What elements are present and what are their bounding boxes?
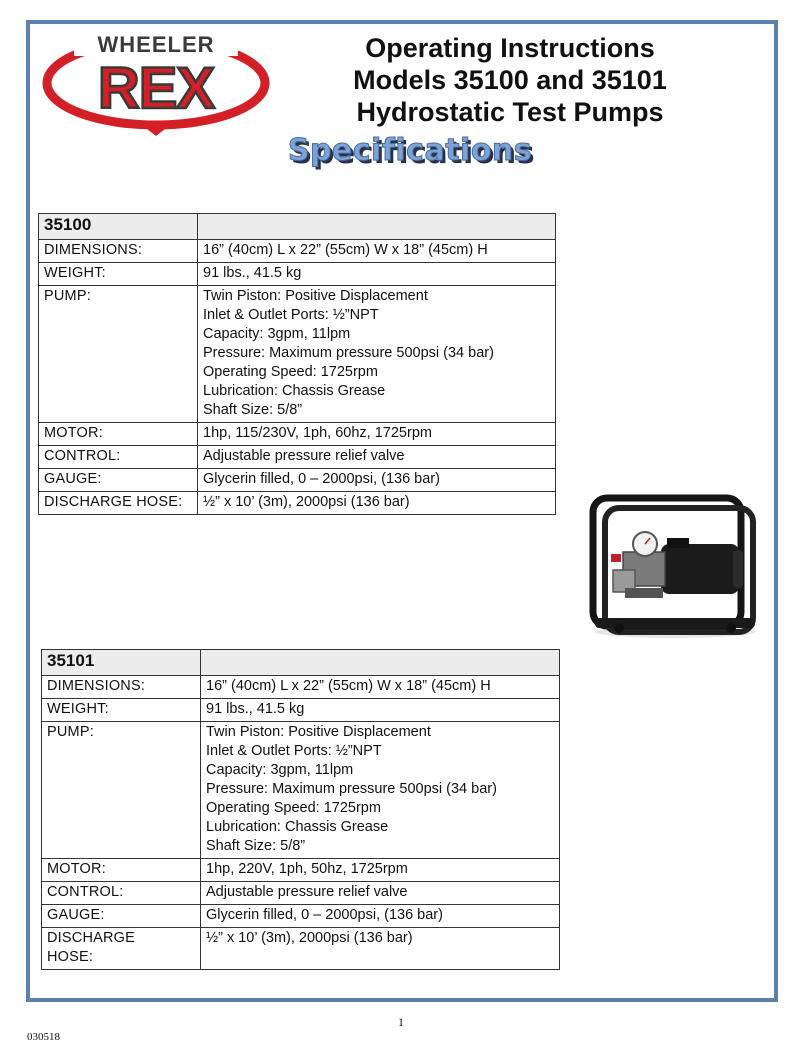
row-label: DIMENSIONS: xyxy=(39,240,198,263)
row-value-multiline xyxy=(201,722,560,859)
row-value: 16” (40cm) L x 22” (55cm) W x 18” (45cm) H xyxy=(201,676,560,699)
title-line-1: Operating Instructions xyxy=(365,33,655,63)
table-row xyxy=(39,263,556,286)
svg-text:WHEELER: WHEELER xyxy=(97,32,215,57)
svg-text:REX: REX xyxy=(97,56,215,121)
table-row xyxy=(39,469,556,492)
row-value: Glycerin filled, 0 – 2000psi, (136 bar) xyxy=(198,469,556,492)
row-value: Adjustable pressure relief valve xyxy=(201,882,560,905)
table-row xyxy=(42,676,560,699)
table-row xyxy=(39,492,556,515)
row-label: GAUGE: xyxy=(42,905,201,928)
pump-spec-line: Lubrication: Chassis Grease xyxy=(203,383,386,399)
row-label: CONTROL: xyxy=(39,446,198,469)
table-row xyxy=(42,928,560,970)
title-line-3: Hydrostatic Test Pumps xyxy=(356,97,664,127)
table-row xyxy=(42,722,560,859)
header-empty-cell xyxy=(198,214,556,240)
wheeler-rex-logo xyxy=(40,30,272,136)
pump-spec-line: Capacity: 3gpm, 11lpm xyxy=(203,326,351,342)
row-label: CONTROL: xyxy=(42,882,201,905)
specifications-heading: Specifications xyxy=(287,133,533,168)
table-row xyxy=(39,423,556,446)
row-label-line: DISCHARGE xyxy=(47,930,136,946)
row-label: PUMP: xyxy=(42,722,201,859)
row-value: 91 lbs., 41.5 kg xyxy=(201,699,560,722)
table-row xyxy=(39,446,556,469)
header-empty-cell xyxy=(201,650,560,676)
row-label: MOTOR: xyxy=(39,423,198,446)
row-value: Adjustable pressure relief valve xyxy=(198,446,556,469)
pump-spec-line: Shaft Size: 5/8” xyxy=(203,402,303,418)
table-header-row xyxy=(42,650,560,676)
row-label-line: HOSE: xyxy=(47,949,94,965)
row-value: ½” x 10’ (3m), 2000psi (136 bar) xyxy=(201,928,560,970)
row-label: MOTOR: xyxy=(42,859,201,882)
row-value: 91 lbs., 41.5 kg xyxy=(198,263,556,286)
document-code: 030518 xyxy=(27,1031,60,1043)
row-label xyxy=(42,928,201,970)
pump-product-image xyxy=(583,492,761,640)
pump-spec-line: Pressure: Maximum pressure 500psi (34 bar) xyxy=(203,345,494,361)
pump-spec-line: Inlet & Outlet Ports: ½”NPT xyxy=(206,743,382,759)
table-row xyxy=(42,859,560,882)
row-label: WEIGHT: xyxy=(39,263,198,286)
table-row xyxy=(39,240,556,263)
document-title xyxy=(300,32,720,128)
pump-spec-line: Operating Speed: 1725rpm xyxy=(206,800,381,816)
row-label: DIMENSIONS: xyxy=(42,676,201,699)
pump-spec-line: Capacity: 3gpm, 11lpm xyxy=(206,762,354,778)
pump-spec-line: Inlet & Outlet Ports: ½”NPT xyxy=(203,307,379,323)
table-row xyxy=(42,905,560,928)
title-line-2: Models 35100 and 35101 xyxy=(353,65,667,95)
pump-spec-line: Operating Speed: 1725rpm xyxy=(203,364,378,380)
row-value: 16” (40cm) L x 22” (55cm) W x 18” (45cm) H xyxy=(198,240,556,263)
row-value: 1hp, 220V, 1ph, 50hz, 1725rpm xyxy=(201,859,560,882)
row-label: GAUGE: xyxy=(39,469,198,492)
spec-table-35100 xyxy=(38,213,556,515)
row-value: Glycerin filled, 0 – 2000psi, (136 bar) xyxy=(201,905,560,928)
pump-spec-line: Twin Piston: Positive Displacement xyxy=(203,288,428,304)
table-row xyxy=(42,882,560,905)
row-label: WEIGHT: xyxy=(42,699,201,722)
row-label: PUMP: xyxy=(39,286,198,423)
model-number: 35100 xyxy=(39,214,198,240)
page-number: 1 xyxy=(398,1015,404,1029)
pump-spec-line: Pressure: Maximum pressure 500psi (34 bar) xyxy=(206,781,497,797)
row-value: ½” x 10’ (3m), 2000psi (136 bar) xyxy=(198,492,556,515)
model-number: 35101 xyxy=(42,650,201,676)
pump-spec-line: Shaft Size: 5/8” xyxy=(206,838,306,854)
table-header-row xyxy=(39,214,556,240)
row-value: 1hp, 115/230V, 1ph, 60hz, 1725rpm xyxy=(198,423,556,446)
row-label: DISCHARGE HOSE: xyxy=(39,492,198,515)
pump-spec-line: Twin Piston: Positive Displacement xyxy=(206,724,431,740)
pump-spec-line: Lubrication: Chassis Grease xyxy=(206,819,389,835)
spec-table-35101 xyxy=(41,649,560,970)
table-row xyxy=(39,286,556,423)
table-row xyxy=(42,699,560,722)
row-value-multiline xyxy=(198,286,556,423)
